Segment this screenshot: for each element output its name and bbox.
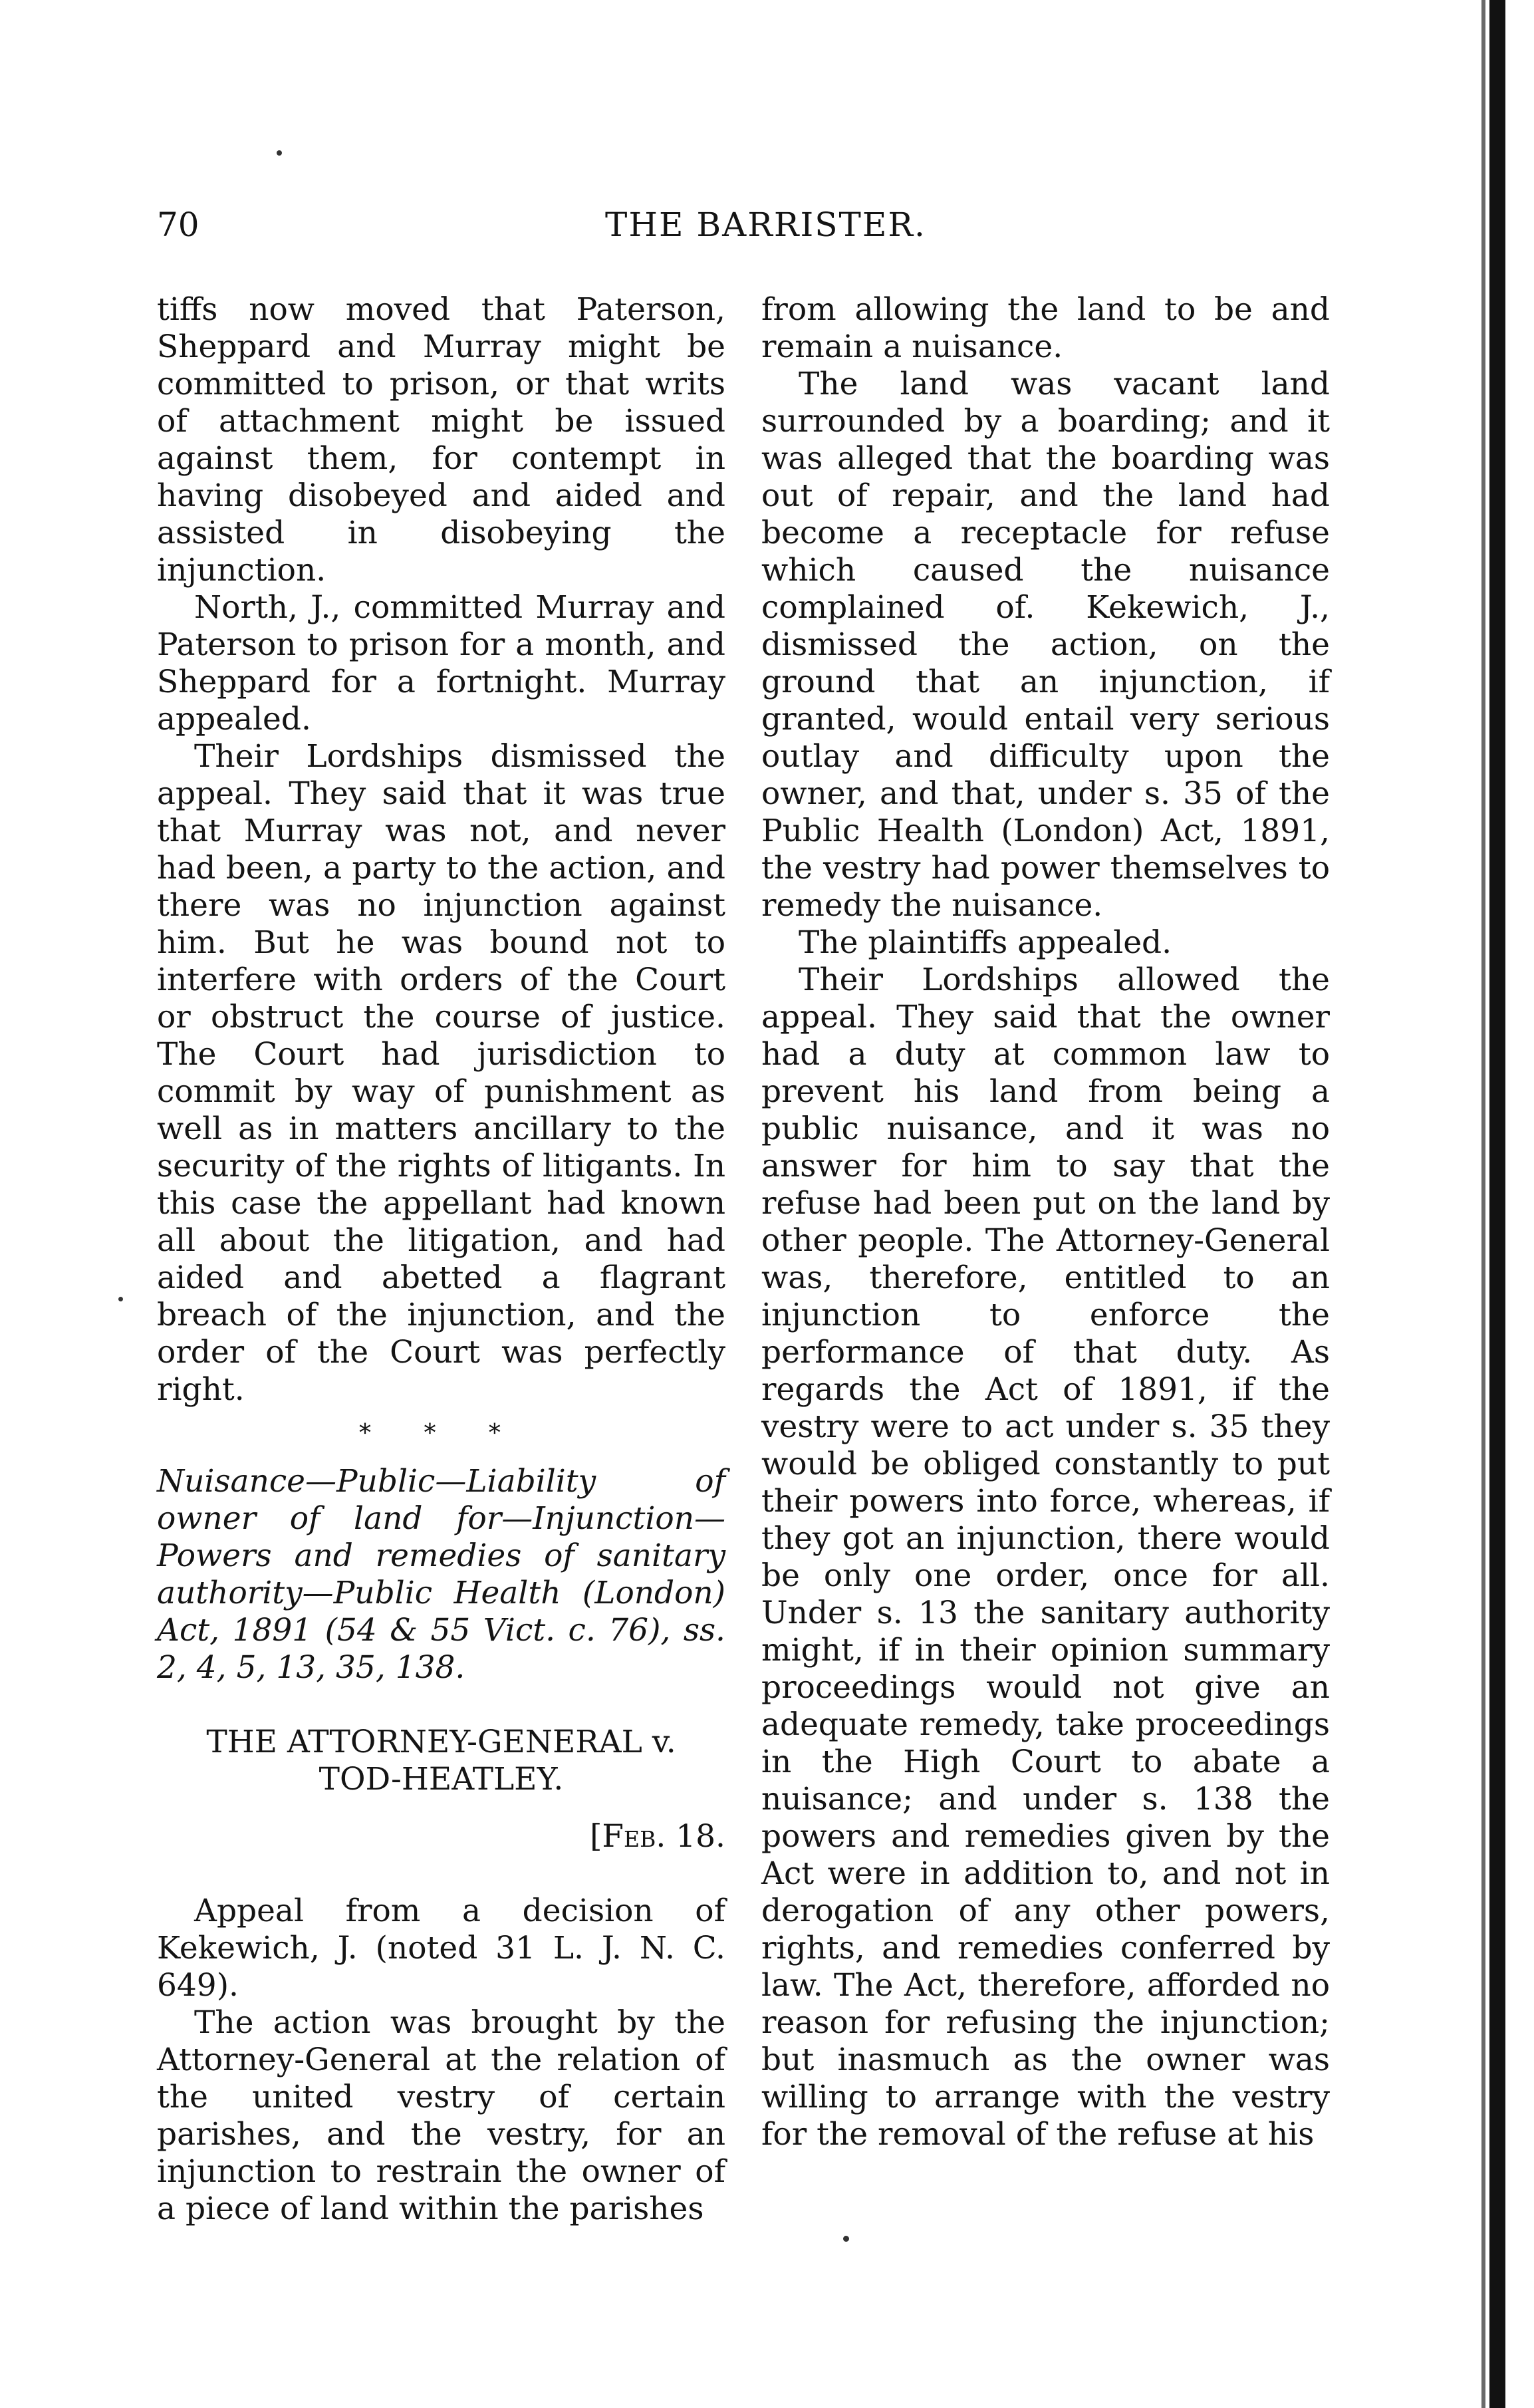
scan-speck (118, 1297, 123, 1301)
paragraph: North, J., committed Murray and Paterson to prison for a month, and Sheppard for a fortnight. Murray appealed. (157, 589, 725, 737)
case-title-line-1: THE ATTORNEY-GENERAL v. (206, 1724, 676, 1760)
left-column (157, 291, 725, 2228)
case-headnote: Nuisance—Public—Liability of owner of land for—Injunction—Powers and remedies of sanitary authority—Public Health (London) Act, 1891 (54 & 55 Vict. c. 76), ss. 2, 4, 5, 13, 35, 138. (157, 1463, 725, 1686)
running-head: THE BARRISTER. (605, 205, 926, 244)
scan-speck (843, 2236, 849, 2242)
paragraph: from allowing the land to be and remain a nuisance. (761, 291, 1330, 365)
paragraph: Their Lordships dismissed the appeal. They said that it was true that Murray was not, and never had been, a party to the action, and there was no injunction against him. But he was bound not to interfere with orders of the Court or obstruct the course of justice. The Court had jurisdiction to commit by way of punishment as well as in matters ancillary to the security of the rights of litigants. In this case the appellant had known all about the litigation, and had aided and abetted a flagrant breach of the injunction, and the order of the Court was perfectly right. (157, 738, 725, 1408)
right-column (761, 291, 1330, 2153)
case-title-line-2: TOD-HEATLEY. (319, 1761, 564, 1798)
page-number: 70 (157, 205, 199, 244)
paragraph: The action was brought by the Attorney-General at the relation of the united vestry of certain parishes, and the vestry, for an injunction to restrain the owner of a piece of land within the parishes (157, 2004, 725, 2227)
paragraph: The plaintiffs appealed. (799, 924, 1172, 961)
paragraph: Their Lordships allowed the appeal. They said that the owner had a duty at common law to prevent his land from being a public nuisance, and it was no answer for him to say that the refuse had been put on the land by other people. The Attorney-General was, therefore, entitled to an injunction to enforce the performance of that duty. As regards the Act of 1891, if the vestry were to act under s. 35 they would be obliged constantly to put their powers into force, whereas, if they got an injunction, there would be only one order, once for all. Under s. 13 the sanitary authority might, if in their opinion summary proceedings would not give an adequate remedy, take proceedings in the High Court to abate a nuisance; and under s. 138 the powers and remedies given by the Act were in addition to, and not in derogation of any other powers, rights, and remedies conferred by law. The Act, therefore, afforded no reason for refusing the injunction; but inasmuch as the owner was willing to arrange with the vestry for the removal of the refuse at his (761, 962, 1330, 2153)
case-date: [Feb. 18. (590, 1818, 725, 1855)
paragraph: tiffs now moved that Paterson, Sheppard and Murray might be committed to prison, or that writs of attachment might be issued against them, for contempt in having disobeyed and aided and assisted in disobeying the injunction. (157, 291, 725, 589)
binding-spine (1489, 0, 1505, 2408)
scan-speck (277, 150, 282, 156)
section-separator: * * * (359, 1420, 523, 1447)
page-edge-shadow (1481, 0, 1485, 2408)
paragraph: The land was vacant land surrounded by a boarding; and it was alleged that the boarding was out of repair, and the land had become a receptacle for refuse which caused the nuisance complained of. Kekewich, J., dismissed the action, on the ground that an injunction, if granted, would entail very serious outlay and difficulty upon the owner, and that, under s. 35 of the Public Health (London) Act, 1891, the vestry had power themselves to remedy the nuisance. (761, 366, 1330, 924)
paragraph: Appeal from a decision of Kekewich, J. (noted 31 L. J. N. C. 649). (157, 1893, 725, 2004)
